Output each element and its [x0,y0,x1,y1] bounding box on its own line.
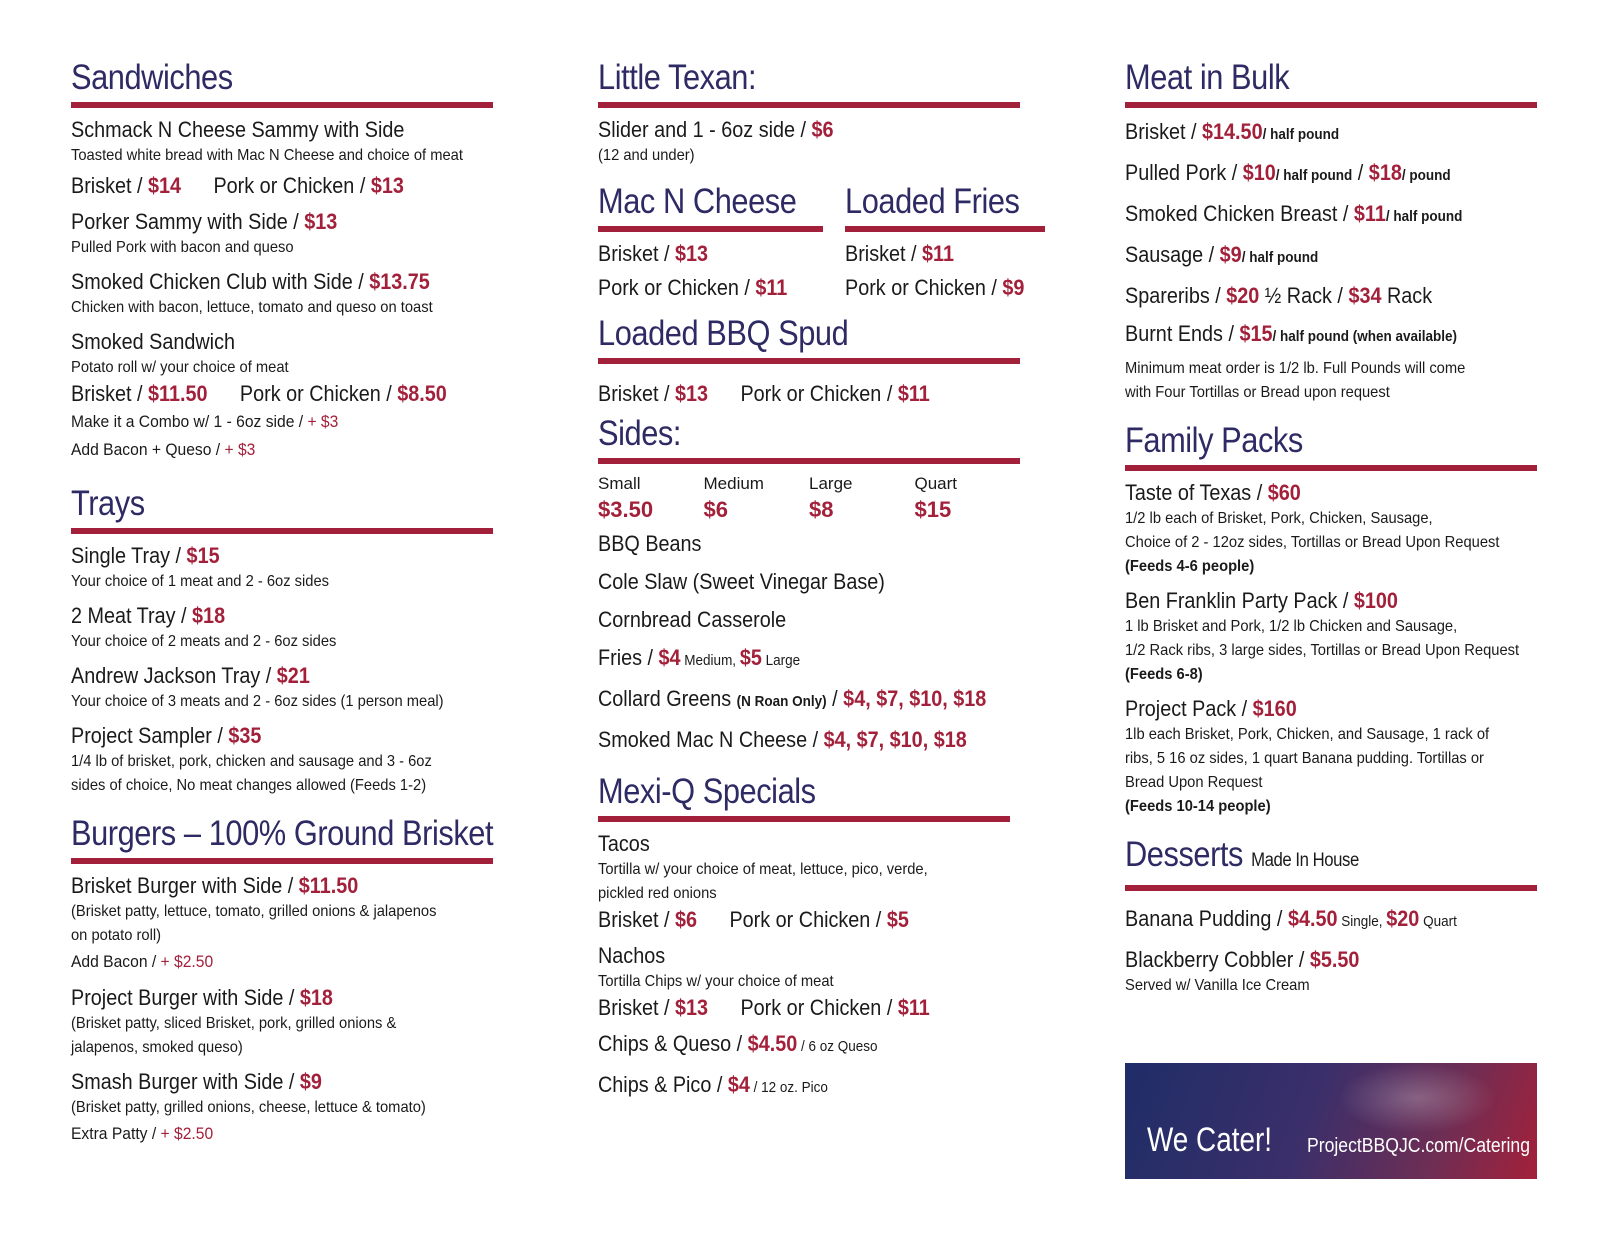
section-title: Family Packs [1125,421,1303,460]
item-name: Porker Sammy with Side / [71,209,305,234]
item-desc: (Brisket patty, sliced Brisket, pork, grilled onions & [71,1015,397,1032]
bulk-item [1125,118,1496,149]
menu-item [1125,587,1537,687]
item-name: Chips & Pico / [598,1072,728,1097]
price: $11 [1353,201,1386,226]
item-name: Smoked Chicken Breast / [1125,201,1354,226]
addon-name: Extra Patty / [71,1124,161,1143]
menu-item [71,116,493,200]
item-name: Andrew Jackson Tray / [71,663,277,688]
item-desc: Choice of 2 - 12oz sides, Tortillas or Bread Upon Request [1125,534,1500,551]
price: $35 [228,723,262,748]
menu-item [71,984,493,1060]
item-desc: Toasted white bread with Mac N Cheese and choice of meat [71,147,463,164]
bulk-item [1125,200,1496,231]
item-name: Smoked Sandwich [71,329,235,354]
size-label: Single, [1337,913,1387,930]
item-name: Smoked Chicken Club with Side / [71,269,370,294]
item-name: Schmack N Cheese Sammy with Side [71,117,405,142]
section-loaded-spud [598,314,1020,408]
unit: Rack [1381,283,1433,308]
menu-item [598,1030,969,1061]
option-name: Brisket / [598,241,676,266]
price: $5 [886,907,909,932]
item-desc: 1 lb Brisket and Pork, 1/2 lb Chicken and Sausage, [1125,618,1458,635]
item-name: Sausage / [1125,242,1220,267]
item-name: Brisket Burger with Side / [71,873,299,898]
item-desc: Chicken with bacon, lettuce, tomato and queso on toast [71,299,433,316]
price: $5 [739,645,762,670]
price: $11 [755,275,788,300]
price: $11 [922,241,955,266]
banner-background [1337,1063,1497,1133]
option-name: Pork or Chicken / [845,275,1003,300]
price: $13.75 [369,269,430,294]
bulk-item [1125,159,1496,190]
item-desc: on potato roll) [71,927,162,944]
item-name: Project Burger with Side / [71,985,300,1010]
unit: / half pound [1262,126,1340,143]
option-name: Pork or Chicken / [740,381,898,406]
section-title: Mexi-Q Specials [598,772,816,811]
option-name: Pork or Chicken / [239,381,398,406]
price: $14.50 [1202,119,1263,144]
item-name: Project Sampler / [71,723,229,748]
size-col [704,472,810,524]
price: $8.50 [397,381,447,406]
section-title: Little Texan: [598,58,757,97]
unit: / half pound [1275,167,1353,184]
menu-item [1125,695,1537,819]
addon-name: Make it a Combo w/ 1 - 6oz side / [71,412,308,431]
item-desc: Your choice of 1 meat and 2 - 6oz sides [71,573,330,590]
divider [845,226,1044,232]
catering-label: We Cater! [1147,1121,1272,1159]
price: $10 [1242,160,1276,185]
divider [598,226,823,232]
item-desc: Bread Upon Request [1125,774,1263,791]
item-name: Blackberry Cobbler / [1125,947,1310,972]
price: $18 [1368,160,1402,185]
item-desc: 1/2 Rack ribs, 3 large sides, Tortillas or Bread Upon Request [1125,642,1520,659]
size-price: $6 [703,497,728,522]
section-title: Sides: [598,414,681,453]
size-label: Medium [703,474,764,493]
price: $9 [1002,275,1025,300]
unit: ½ Rack / [1259,283,1349,308]
bulk-item [1125,282,1496,310]
price: $14 [148,173,182,198]
bulk-item [1125,320,1496,351]
section-sandwiches [71,58,493,464]
feeds-note: (Feeds 6-8) [1125,666,1203,683]
desserts-title: Desserts [1125,835,1244,874]
menu-item [71,268,493,320]
desserts-subtitle: Made In House [1251,850,1359,871]
item-note: / 6 oz Queso [797,1038,878,1055]
item-name: Burnt Ends / [1125,321,1240,346]
price: $4.50 [747,1031,798,1056]
price: $18 [299,985,333,1010]
separator: / [826,686,844,711]
menu-item [71,872,493,976]
price: $21 [276,663,310,688]
feeds-note: (Feeds 10-14 people) [1125,798,1271,815]
item-desc: jalapenos, smoked queso) [71,1039,243,1056]
item-name: Smash Burger with Side / [71,1069,300,1094]
section-title: Sandwiches [71,58,233,97]
item-desc: Served w/ Vanilla Ice Cream [1125,977,1310,994]
item-name: Single Tray / [71,543,187,568]
price: $11 [897,381,930,406]
price: $4 [658,645,681,670]
price: $15 [1239,321,1273,346]
item-name: Spareribs / [1125,283,1227,308]
section-burgers [71,814,493,1148]
price: $9 [1219,242,1242,267]
divider [1125,885,1537,891]
item-desc: sides of choice, No meat changes allowed (Feeds 1-2) [71,777,427,794]
menu-item [71,328,493,464]
section-little-texan [598,58,1020,168]
addon-price: + $3 [307,412,339,431]
size-label: Medium, [680,652,740,669]
menu-item [71,1068,493,1148]
price: $4.50 [1287,906,1338,931]
side-item: BBQ Beans [598,531,702,556]
menu-item [71,208,493,260]
item-desc: (12 and under) [598,147,695,164]
option-name: Pork or Chicken / [598,275,756,300]
section-sides [598,414,1020,754]
item-desc: Your choice of 3 meats and 2 - 6oz sides (1 person meal) [71,693,444,710]
size-label: Quart [1419,913,1457,930]
divider [1125,465,1537,471]
section-title: Burgers – 100% Ground Brisket [71,814,494,853]
price: $5.50 [1309,947,1360,972]
option-name: Brisket / [71,173,149,198]
item-name: Chips & Queso / [598,1031,748,1056]
price: $20 [1226,283,1260,308]
unit: / pound [1401,167,1451,184]
divider [598,358,1020,364]
size-col [915,472,1021,524]
item-name: Smoked Mac N Cheese / [598,727,824,752]
menu-item [71,602,493,654]
section-title: Trays [71,484,145,523]
item-desc: 1/4 lb of brisket, pork, chicken and sausage and 3 - 6oz [71,753,432,770]
item-name: Fries / [598,645,659,670]
option-name: Pork or Chicken / [740,995,898,1020]
divider [598,816,1010,822]
size-price: $3.50 [598,497,654,522]
catering-banner[interactable] [1125,1063,1537,1179]
option-name: Pork or Chicken / [213,173,371,198]
item-name: Project Pack / [1125,696,1253,721]
price: $11.50 [298,873,359,898]
item-name: Brisket / [1125,119,1203,144]
price: $9 [299,1069,322,1094]
menu-item [1125,479,1537,579]
section-title [1125,835,1488,881]
column-middle [598,58,1025,1102]
divider [598,102,1020,108]
item-note: / 12 oz. Pico [749,1079,828,1096]
item-desc: 1lb each Brisket, Pork, Chicken, and Sausage, 1 rack of [1125,726,1490,743]
menu-item [598,1071,969,1102]
mac-fries-row [598,182,1025,302]
price: $60 [1267,480,1301,505]
menu-item [71,722,493,798]
size-col [809,472,915,524]
divider [598,458,1020,464]
item-desc: (Brisket patty, grilled onions, cheese, lettuce & tomato) [71,1099,426,1116]
divider [71,102,493,108]
menu-item [598,942,1010,1022]
price: $13 [675,995,709,1020]
option-name: Pork or Chicken / [729,907,887,932]
option-name: Brisket / [71,381,149,406]
price: $6 [811,117,834,142]
side-item: Cole Slaw (Sweet Vinegar Base) [598,569,885,594]
section-mac-n-cheese [598,182,823,302]
addon-name: Add Bacon + Queso / [71,440,225,459]
price: $34 [1348,283,1382,308]
section-title: Meat in Bulk [1125,58,1290,97]
section-desserts [1125,835,1537,998]
option-name: Brisket / [598,381,676,406]
item-desc: (Brisket patty, lettuce, tomato, grilled onions & jalapenos [71,903,437,920]
size-label: Small [598,474,641,493]
size-col [598,472,704,524]
unit: / half pound (when available) [1272,328,1458,345]
price: $11 [897,995,930,1020]
option-name: Brisket / [598,995,676,1020]
item-desc: Potato roll w/ your choice of meat [71,359,289,376]
item-desc: 1/2 lb each of Brisket, Pork, Chicken, Sausage, [1125,510,1433,527]
item-name: Collard Greens [598,686,737,711]
addon-name: Add Bacon / [71,952,161,971]
section-trays [71,484,493,798]
catering-link[interactable]: ProjectBBQJC.com/Catering [1307,1135,1531,1157]
section-meat-in-bulk [1125,58,1537,405]
price: $15 [186,543,220,568]
price: $20 [1386,906,1420,931]
item-desc: ribs, 5 16 oz sides, 1 quart Banana pudding. Tortillas or [1125,750,1484,767]
option-name: Brisket / [598,907,676,932]
price: $13 [370,173,404,198]
bulk-note: Minimum meat order is 1/2 lb. Full Pounds will come [1125,360,1466,377]
item-name: Tacos [598,831,650,856]
price: $160 [1252,696,1297,721]
item-name: Taste of Texas / [1125,480,1268,505]
price: $18 [192,603,226,628]
item-name: Banana Pudding / [1125,906,1288,931]
size-label: Large [761,652,801,669]
item-desc: Tortilla w/ your choice of meat, lettuce, pico, verde, [598,861,928,878]
item-desc: Tortilla Chips w/ your choice of meat [598,973,834,990]
size-label: Quart [914,474,958,493]
price: $6 [675,907,698,932]
addon-price: + $3 [224,440,256,459]
item-name: 2 Meat Tray / [71,603,193,628]
item-desc: pickled red onions [598,885,717,902]
menu-item [71,662,493,714]
section-title: Loaded BBQ Spud [598,314,849,353]
size-price-row [598,472,1020,524]
bulk-item [1125,241,1496,272]
section-family-packs [1125,421,1537,819]
feeds-note: (Feeds 4-6 people) [1125,558,1255,575]
menu-item [1125,905,1496,936]
size-price: $15 [914,497,952,522]
side-item [598,685,987,716]
menu-item [1125,946,1496,974]
section-loaded-fries [845,182,1044,302]
side-item [598,644,978,675]
item-name: Pulled Pork / [1125,160,1243,185]
menu-item [598,830,1010,934]
item-name: Slider and 1 - 6oz side / [598,117,812,142]
menu-item [71,542,493,594]
unit: / half pound [1241,249,1319,266]
item-note: (N Roan Only) [736,693,827,710]
separator: / [1352,160,1369,185]
side-item: Cornbread Casserole [598,607,787,632]
price: $13 [675,381,709,406]
divider [1125,102,1537,108]
bulk-note: with Four Tortillas or Bread upon request [1125,384,1390,401]
addon-price: + $2.50 [160,1124,214,1143]
section-mexi-q [598,772,1010,1102]
column-right [1125,58,1537,998]
item-desc: Pulled Pork with bacon and queso [71,239,294,256]
unit: / half pound [1385,208,1463,225]
price: $4, $7, $10, $18 [823,727,967,752]
addon-price: + $2.50 [160,952,214,971]
item-name: Ben Franklin Party Pack / [1125,588,1354,613]
size-label: Large [809,474,853,493]
price: $4, $7, $10, $18 [843,686,987,711]
menu-item [598,116,1020,168]
side-item [598,726,978,754]
section-title: Mac N Cheese [598,182,797,221]
section-title: Loaded Fries [845,182,1020,221]
divider [71,528,493,534]
price: $13 [304,209,338,234]
price: $100 [1353,588,1398,613]
size-price: $8 [809,497,834,522]
price: $4 [727,1072,750,1097]
column-left [71,58,493,1156]
item-name: Nachos [598,943,666,968]
divider [71,858,493,864]
option-name: Brisket / [845,241,923,266]
price: $11.50 [148,381,208,406]
price: $13 [675,241,709,266]
item-desc: Your choice of 2 meats and 2 - 6oz sides [71,633,337,650]
